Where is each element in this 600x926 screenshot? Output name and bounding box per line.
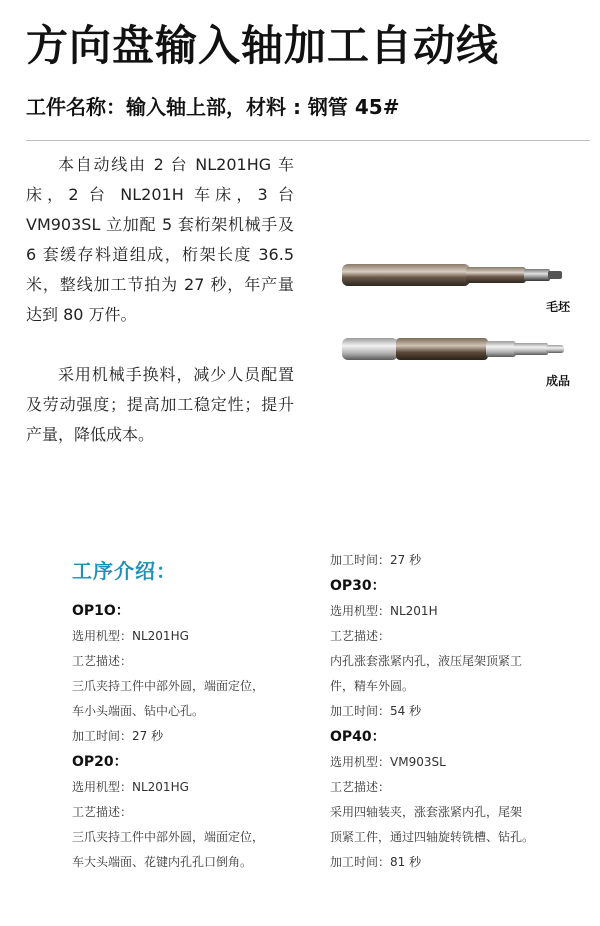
process-column-right	[330, 548, 534, 875]
page-title: 方向盘输入轴加工自动线	[26, 21, 500, 70]
op30-title: OP30：	[330, 578, 386, 594]
op40-desc-line: 顶紧工件，通过四轴旋转铣槽、钻孔。	[330, 830, 535, 844]
op20-machine: 选用机型：NL201HG	[72, 780, 189, 794]
process-column-left	[72, 598, 264, 875]
blank-part-image	[338, 256, 574, 296]
process-heading: 工序介绍：	[72, 559, 177, 583]
divider	[26, 140, 590, 141]
op10-desc-line: 三爪夹持工件中部外圆，端面定位，	[72, 679, 265, 693]
op40-desc-label: 工艺描述：	[330, 780, 391, 794]
op40-title: OP40：	[330, 729, 386, 745]
finished-caption: 成品	[545, 374, 570, 388]
intro-text	[26, 150, 294, 450]
page-subtitle: 工件名称：输入轴上部，材料 : 钢管 45#	[26, 95, 400, 119]
op10-title: OP1O：	[72, 603, 130, 619]
op30-machine: 选用机型：NL201H	[330, 604, 438, 618]
op20-title: OP20：	[72, 754, 128, 770]
op20-desc-line: 三爪夹持工件中部外圆，端面定位，	[72, 830, 265, 844]
op30-desc-label: 工艺描述：	[330, 629, 391, 643]
op10-desc-line: 车小头端面、钻中心孔。	[72, 704, 205, 718]
op10-machine: 选用机型：NL201HG	[72, 629, 189, 643]
op20-time: 加工时间：27 秒	[330, 553, 422, 567]
blank-caption: 毛坯	[545, 300, 570, 314]
op20-desc-label: 工艺描述：	[72, 805, 133, 819]
op30-time: 加工时间：54 秒	[330, 704, 422, 718]
finished-part-image	[338, 330, 574, 370]
op40-time: 加工时间：81 秒	[330, 855, 422, 869]
op30-desc-line: 内孔涨套涨紧内孔，液压尾架顶紧工	[330, 654, 523, 668]
op10-desc-label: 工艺描述：	[72, 654, 133, 668]
blank-part-figure	[338, 256, 574, 316]
op10-time: 加工时间：27 秒	[72, 729, 164, 743]
intro-paragraph-2: 采用机械手换料，减少人员配置及劳动强度；提高加工稳定性；提升产量，降低成本。	[26, 365, 294, 444]
op40-desc-line: 采用四轴装夹，涨套涨紧内孔，尾架	[330, 805, 523, 819]
intro-paragraph-1: 本自动线由 2 台 NL201HG 车床，2 台 NL201H 车床，3 台 VM903SL 立加配 5 套桁架机械手及 6 套缓存料道组成，桁架长度 36.5 米，整线加工节拍为 27 秒，年产量达到 80 万件。	[26, 155, 294, 324]
op40-machine: 选用机型：VM903SL	[330, 755, 446, 769]
op30-desc-line: 件，精车外圆。	[330, 679, 415, 693]
finished-part-figure	[338, 330, 574, 390]
op20-desc-line: 车大头端面、花键内孔孔口倒角。	[72, 855, 253, 869]
